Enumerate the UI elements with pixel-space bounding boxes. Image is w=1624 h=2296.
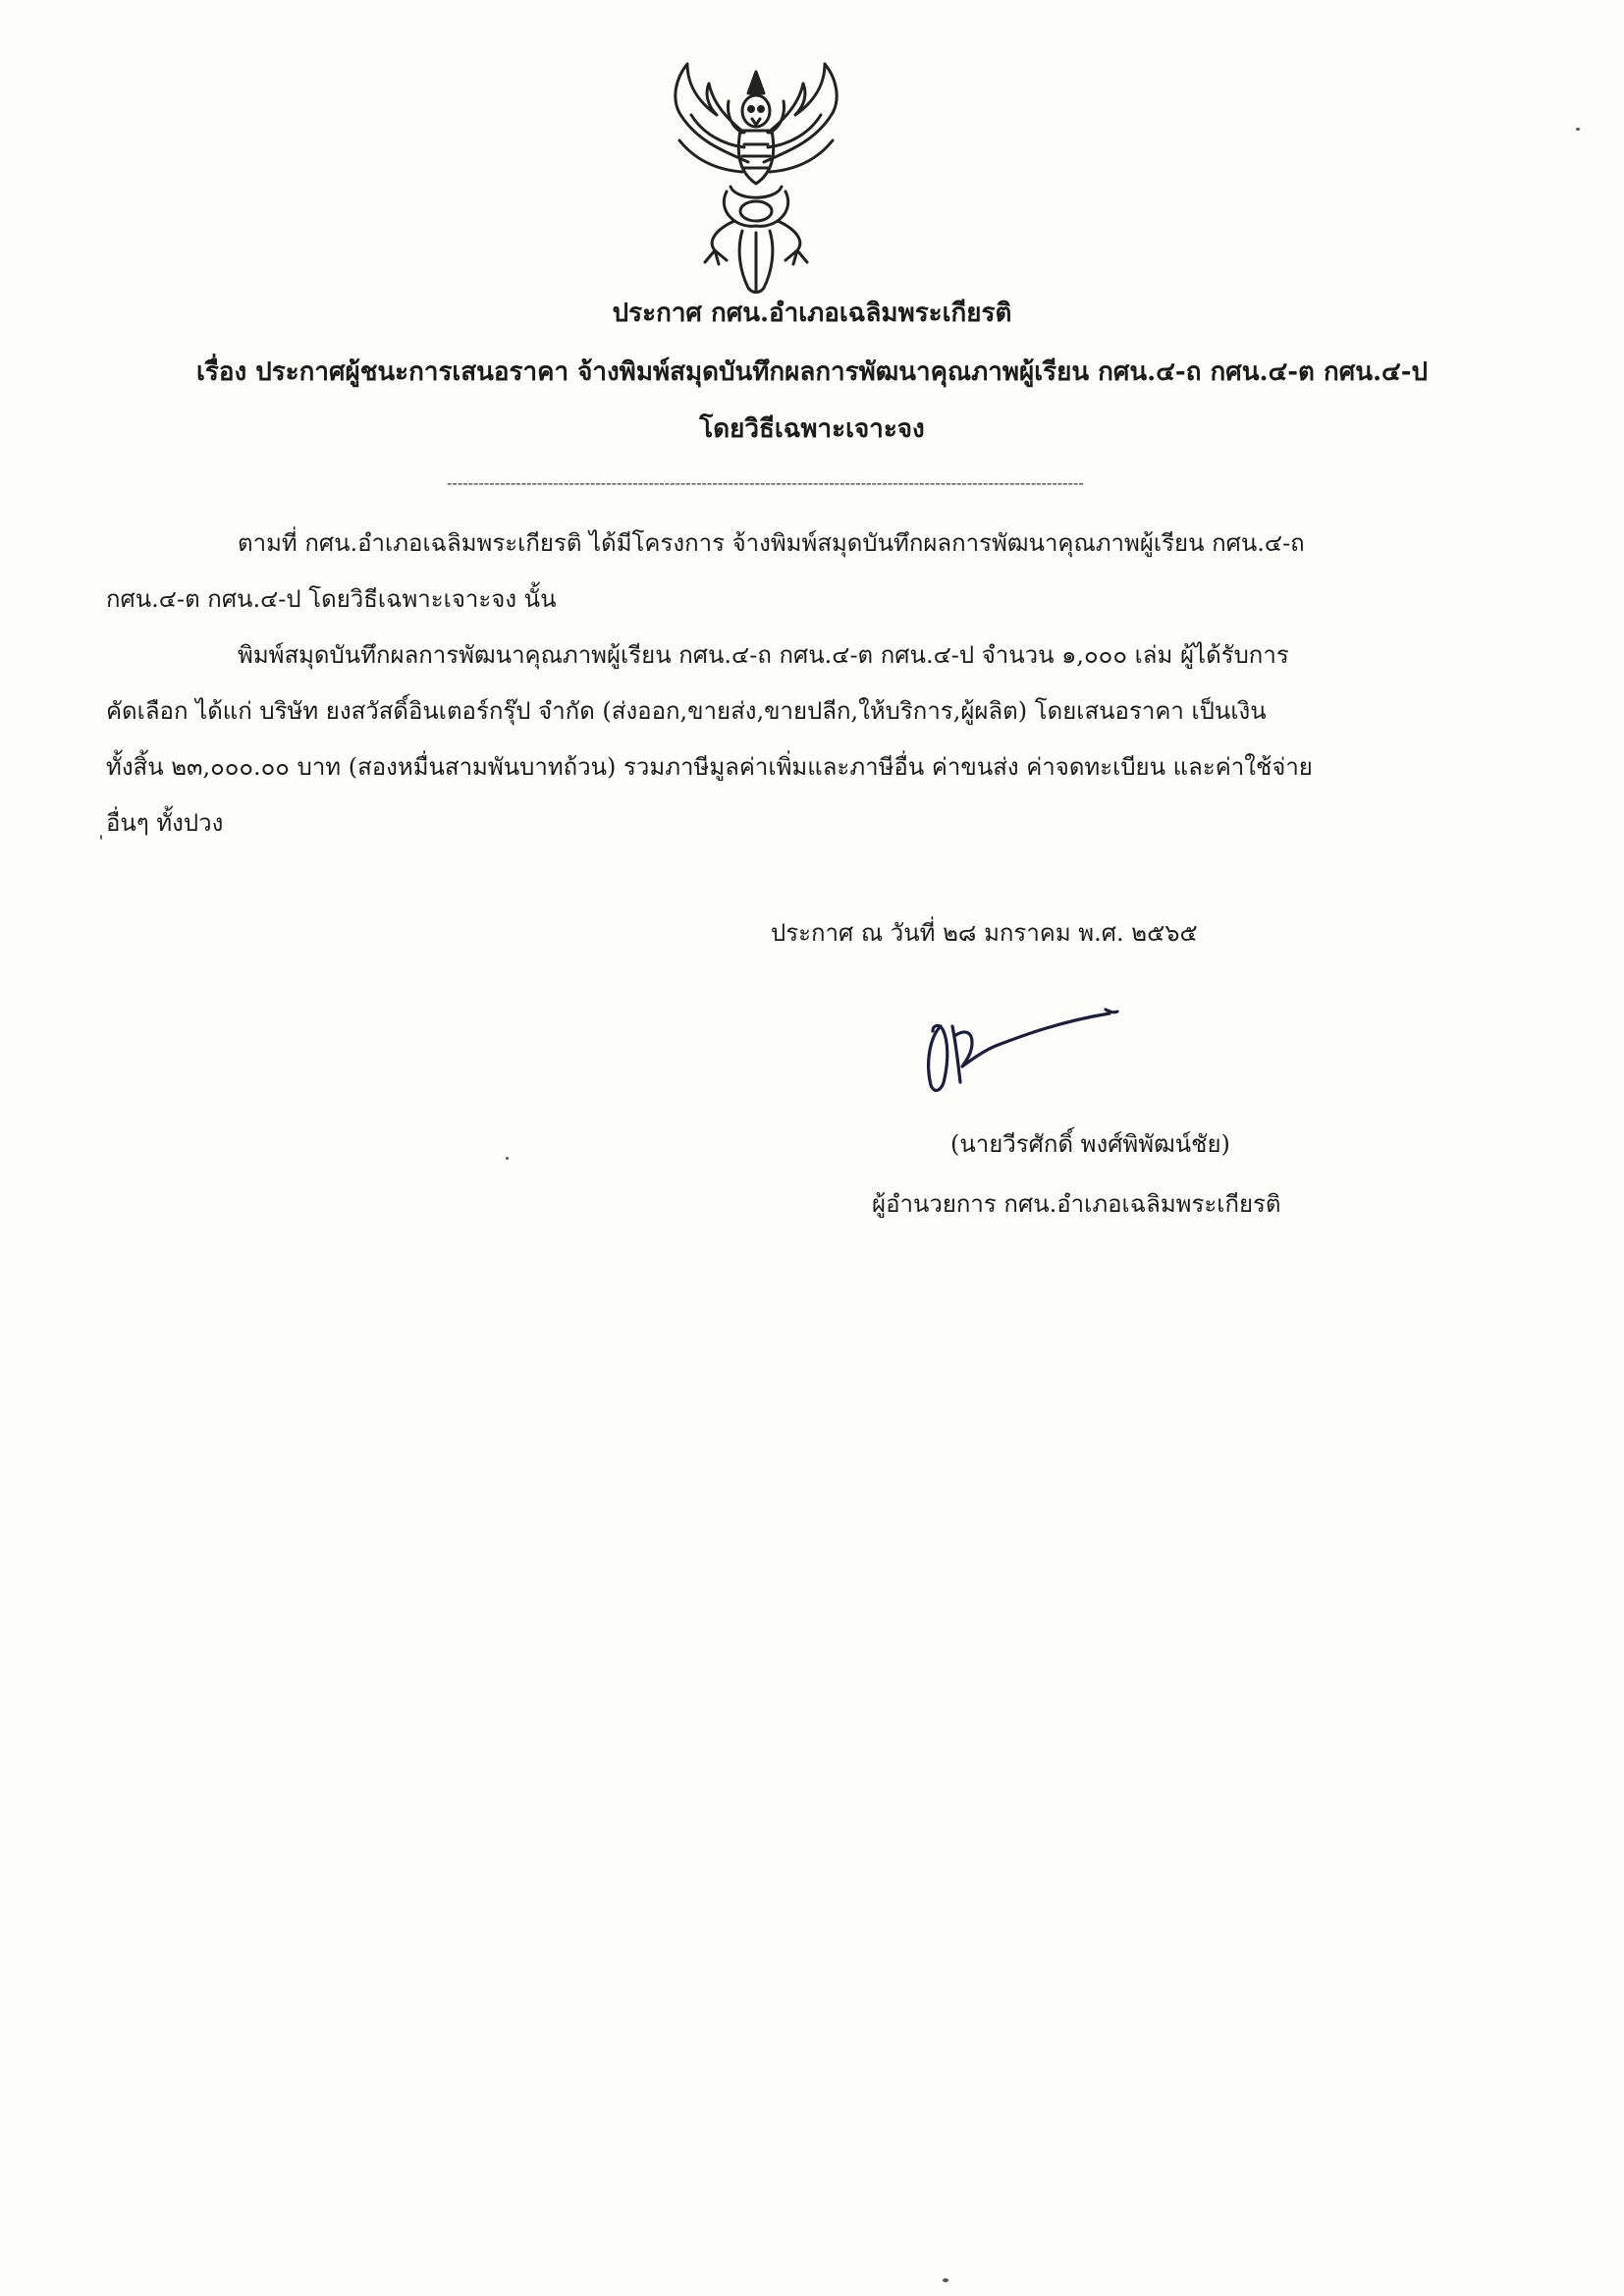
paragraph-1-line-2: กศน.๔-ต กศน.๔-ป โดยวิธีเฉพาะเจาะจง นั้น bbox=[106, 585, 557, 613]
divider-line: ------------------------------------------------------------------------------------------------------------------------ bbox=[447, 473, 1084, 492]
paragraph-1-line-1: ตามที่ กศน.อำเภอเฉลิมพระเกียรติ ได้มีโครงการ จ้างพิมพ์สมุดบันทึกผลการพัฒนาคุณภาพผู้เรียน กศน.๔-ถ bbox=[238, 529, 1305, 557]
scan-speck bbox=[100, 835, 102, 840]
scan-speck bbox=[1576, 128, 1580, 131]
scan-speck bbox=[506, 1157, 509, 1160]
announcement-date: ประกาศ ณ วันที่ ๒๘ มกราคม พ.ศ. ๒๕๖๕ bbox=[771, 919, 1198, 947]
procurement-method: โดยวิธีเฉพาะเจาะจง bbox=[699, 414, 925, 444]
garuda-emblem-icon bbox=[658, 54, 854, 300]
scan-speck bbox=[943, 2278, 948, 2282]
announcement-subject: เรื่อง ประกาศผู้ชนะการเสนอราคา จ้างพิมพ์สมุดบันทึกผลการพัฒนาคุณภาพผู้เรียน กศน.๔-ถ กศน.๔-ต กศน.๔-ป bbox=[195, 357, 1429, 387]
paragraph-2-line-4: อื่นๆ ทั้งปวง bbox=[106, 809, 224, 837]
signer-position: ผู้อำนวยการ กศน.อำเภอเฉลิมพระเกียรติ bbox=[872, 1190, 1281, 1218]
signer-name: (นายวีรศักดิ์ พงศ์พิพัฒน์ชัย) bbox=[950, 1130, 1230, 1158]
announcement-title: ประกาศ กศน.อำเภอเฉลิมพระเกียรติ bbox=[612, 299, 1012, 328]
handwritten-signature bbox=[913, 992, 1129, 1100]
paragraph-2-line-2: คัดเลือก ได้แก่ บริษัท ยงสวัสดิ์อินเตอร์กรุ๊ป จำกัด (ส่งออก,ขายส่ง,ขายปลีก,ให้บริการ,ผู้ผลิต) โดยเสนอราคา เป็นเงิน bbox=[106, 697, 1267, 725]
paragraph-2-line-1: พิมพ์สมุดบันทึกผลการพัฒนาคุณภาพผู้เรียน กศน.๔-ถ กศน.๔-ต กศน.๔-ป จำนวน ๑,๐๐๐ เล่ม ผู้ได้รับการ bbox=[238, 641, 1289, 669]
paragraph-2-line-3: ทั้งสิ้น ๒๓,๐๐๐.๐๐ บาท (สองหมื่นสามพันบาทถ้วน) รวมภาษีมูลค่าเพิ่มและภาษีอื่น ค่าขนส่ง ค่าจดทะเบียน และค่าใช้จ่าย bbox=[106, 753, 1313, 781]
